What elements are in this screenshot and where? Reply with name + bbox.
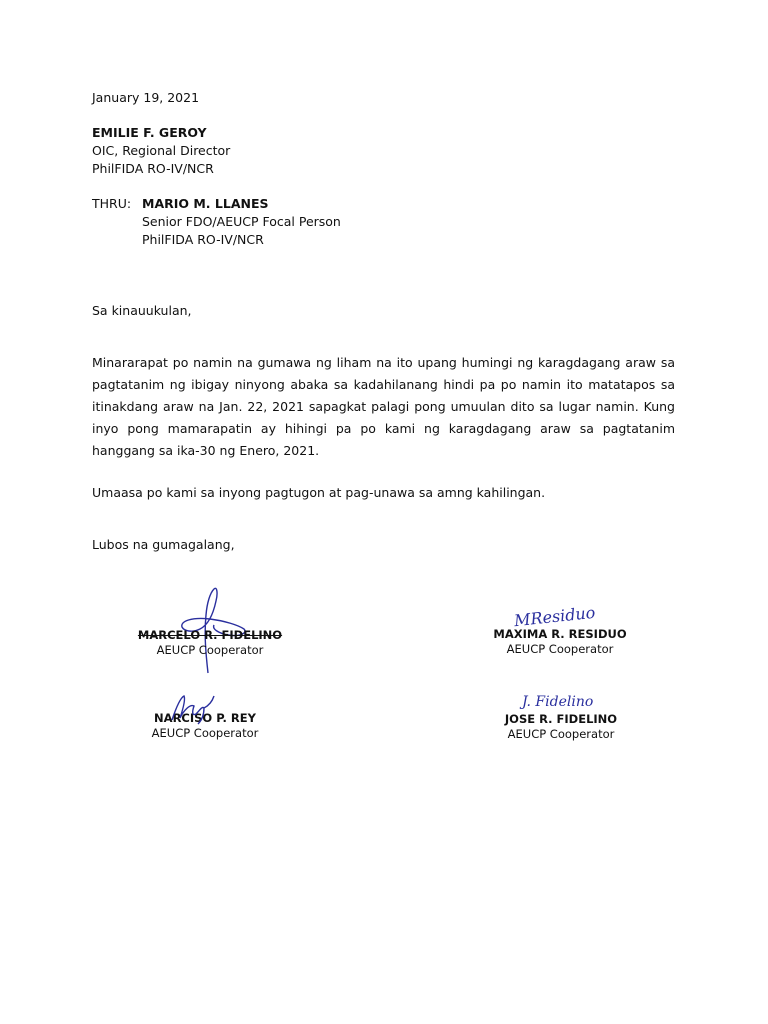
signatory-role: AEUCP Cooperator: [151, 726, 259, 740]
signatory-maxima: [480, 627, 640, 657]
signature-stroke: [172, 696, 214, 724]
complimentary-close: Lubos na gumagalang,: [92, 537, 235, 552]
thru-label: THRU:: [92, 196, 132, 211]
recipient-office: PhilFIDA RO-IV/NCR: [92, 161, 214, 176]
salutation: Sa kinauukulan,: [92, 303, 192, 318]
signature-jose: J. Fidelino: [522, 694, 594, 710]
letter-body: Minararapat po namin na gumawa ng liham na ito upang humingi ng karagdagang araw sa pagtatanim ng ibigay ninyong abaka sa kadahilanang hindi pa po namin ito matatapos sa itinakdang araw na Jan. 22, 2021 sapagkat palagi pong umuulan dito sa lugar namin. Kung inyo pong mamarapatin ay hihingi pa po kami ng karagdagang araw sa pagtatanim hanggang sa ika-30 ng Enero, 2021.: [92, 355, 675, 458]
signatory-name: NARCISO P. REY: [154, 711, 256, 725]
signatory-name: MARCELO R. FIDELINO: [137, 628, 283, 642]
signatory-jose: [486, 712, 636, 742]
thru-name: MARIO M. LLANES: [142, 196, 269, 211]
signatory-role: AEUCP Cooperator: [506, 642, 614, 656]
signatory-role: AEUCP Cooperator: [156, 643, 264, 657]
signature-narciso: [168, 690, 218, 726]
signatory-name: JOSE R. FIDELINO: [504, 712, 618, 726]
thru-office: PhilFIDA RO-IV/NCR: [142, 232, 264, 247]
recipient-title: OIC, Regional Director: [92, 143, 231, 158]
recipient-name: EMILIE F. GEROY: [92, 125, 207, 140]
letter-date: January 19, 2021: [92, 90, 200, 105]
signature-maxima: MResiduo: [513, 602, 597, 631]
signatory-role: AEUCP Cooperator: [507, 727, 615, 741]
signatory-marcelo: [130, 628, 290, 658]
closing-line: Umaasa po kami sa inyong pagtugon at pag-unawa sa amng kahilingan.: [92, 485, 546, 500]
signatory-name: MAXIMA R. RESIDUO: [493, 627, 627, 641]
thru-title: Senior FDO/AEUCP Focal Person: [142, 214, 341, 229]
